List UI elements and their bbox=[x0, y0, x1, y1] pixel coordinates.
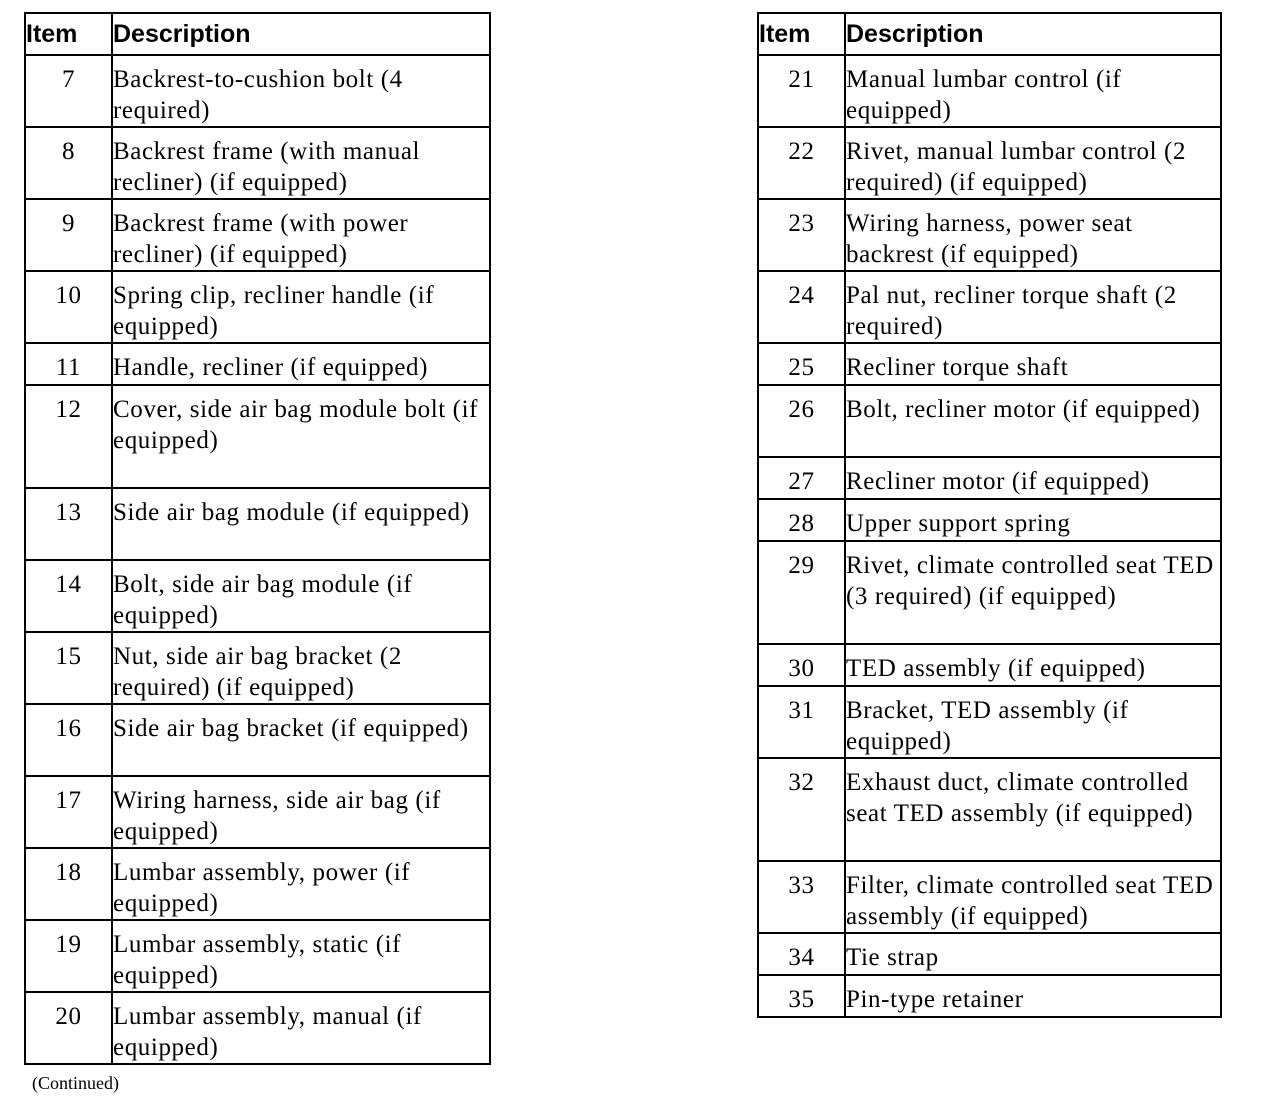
item-description: Filter, climate controlled seat TED assembly (if equipped) bbox=[845, 861, 1221, 933]
item-description: Side air bag bracket (if equipped) bbox=[112, 704, 490, 776]
item-number: 22 bbox=[758, 127, 845, 199]
table-row bbox=[25, 848, 490, 920]
table-row bbox=[25, 632, 490, 704]
item-number: 30 bbox=[758, 644, 845, 686]
table-row bbox=[758, 55, 1221, 127]
item-number: 32 bbox=[758, 758, 845, 861]
table-row bbox=[758, 343, 1221, 385]
table-row bbox=[758, 541, 1221, 644]
table-row bbox=[25, 271, 490, 343]
item-description: Recliner torque shaft bbox=[845, 343, 1221, 385]
item-description: Upper support spring bbox=[845, 499, 1221, 541]
item-number: 24 bbox=[758, 271, 845, 343]
item-number: 13 bbox=[25, 488, 112, 560]
column-header-item: Item bbox=[25, 13, 112, 55]
item-number: 12 bbox=[25, 385, 112, 488]
item-description: Recliner motor (if equipped) bbox=[845, 457, 1221, 499]
table-row bbox=[25, 199, 490, 271]
table-row bbox=[758, 644, 1221, 686]
item-number: 15 bbox=[25, 632, 112, 704]
item-number: 35 bbox=[758, 975, 845, 1017]
item-description: Pin-type retainer bbox=[845, 975, 1221, 1017]
item-description: Lumbar assembly, static (if equipped) bbox=[112, 920, 490, 992]
item-description: Nut, side air bag bracket (2 required) (if equipped) bbox=[112, 632, 490, 704]
item-description: Handle, recliner (if equipped) bbox=[112, 343, 490, 385]
item-number: 34 bbox=[758, 933, 845, 975]
continued-note: (Continued) bbox=[32, 1073, 119, 1093]
table-row bbox=[758, 758, 1221, 861]
item-description: Backrest frame (with power recliner) (if equipped) bbox=[112, 199, 490, 271]
item-number: 21 bbox=[758, 55, 845, 127]
item-number: 19 bbox=[25, 920, 112, 992]
table-header-row bbox=[25, 13, 490, 55]
item-number: 16 bbox=[25, 704, 112, 776]
item-number: 33 bbox=[758, 861, 845, 933]
item-description: Bracket, TED assembly (if equipped) bbox=[845, 686, 1221, 758]
item-description: Rivet, manual lumbar control (2 required) (if equipped) bbox=[845, 127, 1221, 199]
table-row bbox=[758, 457, 1221, 499]
item-description: TED assembly (if equipped) bbox=[845, 644, 1221, 686]
table-row bbox=[758, 199, 1221, 271]
column-header-description: Description bbox=[845, 13, 1221, 55]
item-description: Tie strap bbox=[845, 933, 1221, 975]
item-number: 9 bbox=[25, 199, 112, 271]
column-header-item: Item bbox=[758, 13, 845, 55]
table-row bbox=[25, 385, 490, 488]
table-row bbox=[758, 271, 1221, 343]
item-number: 23 bbox=[758, 199, 845, 271]
table-row bbox=[758, 861, 1221, 933]
item-number: 28 bbox=[758, 499, 845, 541]
item-description: Rivet, climate controlled seat TED (3 required) (if equipped) bbox=[845, 541, 1221, 644]
legend-table-right bbox=[757, 12, 1222, 1018]
item-number: 29 bbox=[758, 541, 845, 644]
item-description: Spring clip, recliner handle (if equipped) bbox=[112, 271, 490, 343]
item-number: 14 bbox=[25, 560, 112, 632]
table-row bbox=[25, 776, 490, 848]
item-number: 25 bbox=[758, 343, 845, 385]
item-number: 20 bbox=[25, 992, 112, 1064]
table-row bbox=[758, 127, 1221, 199]
column-header-description: Description bbox=[112, 13, 490, 55]
table-header-row bbox=[758, 13, 1221, 55]
item-number: 7 bbox=[25, 55, 112, 127]
item-description: Wiring harness, power seat backrest (if equipped) bbox=[845, 199, 1221, 271]
item-description: Bolt, side air bag module (if equipped) bbox=[112, 560, 490, 632]
item-description: Cover, side air bag module bolt (if equipped) bbox=[112, 385, 490, 488]
item-description: Exhaust duct, climate controlled seat TED assembly (if equipped) bbox=[845, 758, 1221, 861]
table-row bbox=[758, 933, 1221, 975]
table-row bbox=[25, 55, 490, 127]
table-row bbox=[25, 560, 490, 632]
table-row bbox=[25, 488, 490, 560]
item-description: Lumbar assembly, power (if equipped) bbox=[112, 848, 490, 920]
table-row bbox=[758, 499, 1221, 541]
item-description: Lumbar assembly, manual (if equipped) bbox=[112, 992, 490, 1064]
item-description: Bolt, recliner motor (if equipped) bbox=[845, 385, 1221, 457]
item-number: 31 bbox=[758, 686, 845, 758]
table-row bbox=[25, 920, 490, 992]
item-number: 26 bbox=[758, 385, 845, 457]
table-row bbox=[25, 343, 490, 385]
item-number: 11 bbox=[25, 343, 112, 385]
legend-table-left bbox=[24, 12, 491, 1065]
item-number: 27 bbox=[758, 457, 845, 499]
item-number: 18 bbox=[25, 848, 112, 920]
table-row bbox=[758, 975, 1221, 1017]
item-number: 10 bbox=[25, 271, 112, 343]
item-description: Backrest-to-cushion bolt (4 required) bbox=[112, 55, 490, 127]
table-row bbox=[758, 686, 1221, 758]
item-number: 17 bbox=[25, 776, 112, 848]
table-row bbox=[25, 992, 490, 1064]
table-row bbox=[25, 704, 490, 776]
table-row bbox=[25, 127, 490, 199]
item-number: 8 bbox=[25, 127, 112, 199]
item-description: Manual lumbar control (if equipped) bbox=[845, 55, 1221, 127]
item-description: Side air bag module (if equipped) bbox=[112, 488, 490, 560]
item-description: Wiring harness, side air bag (if equipped) bbox=[112, 776, 490, 848]
item-description: Pal nut, recliner torque shaft (2 required) bbox=[845, 271, 1221, 343]
table-row bbox=[758, 385, 1221, 457]
item-description: Backrest frame (with manual recliner) (if equipped) bbox=[112, 127, 490, 199]
